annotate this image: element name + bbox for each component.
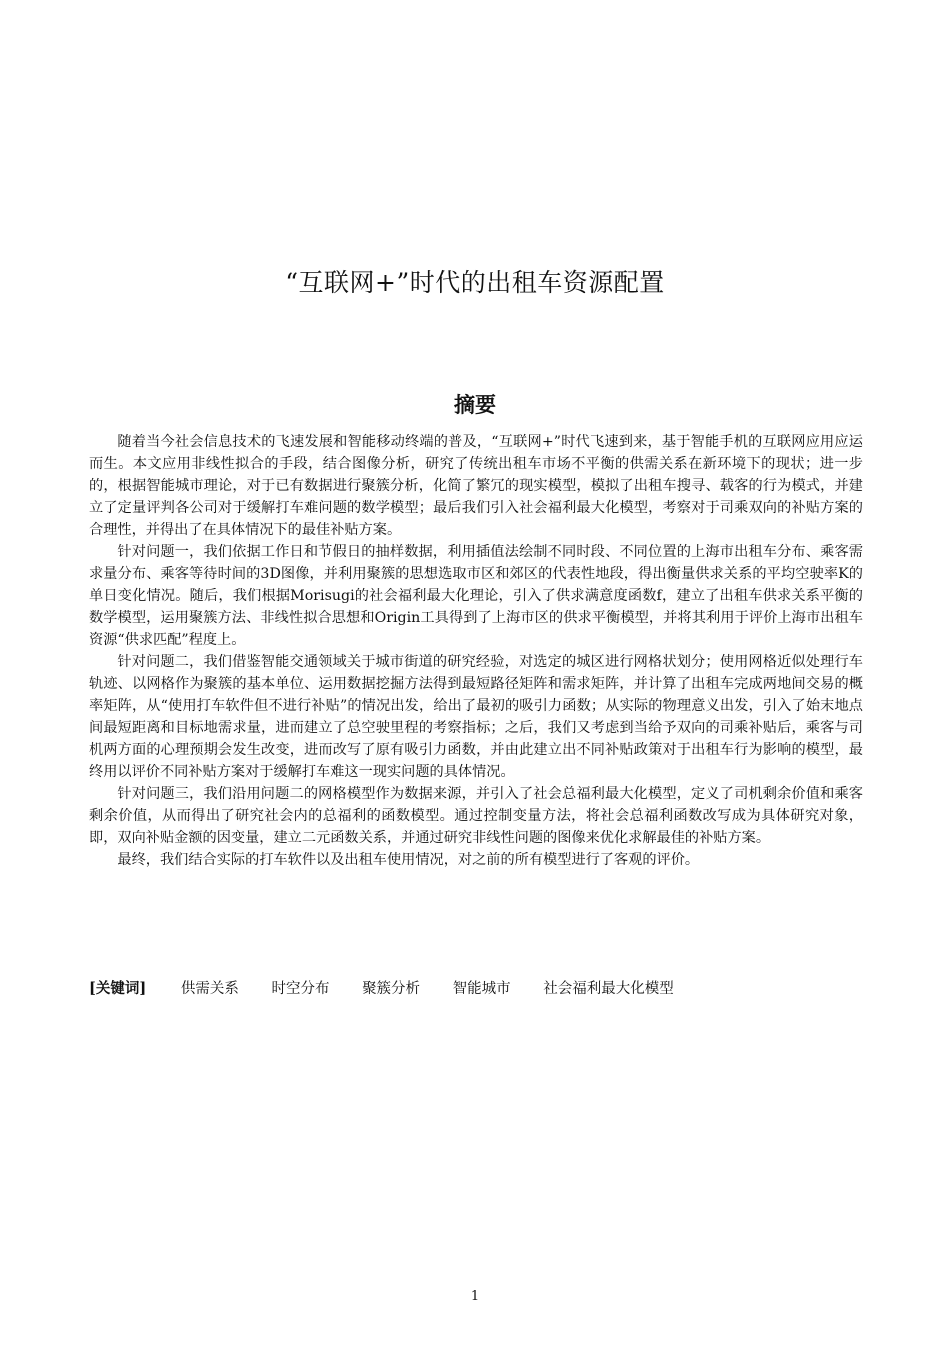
- page-number: 1: [470, 1289, 480, 1304]
- abstract-heading: 摘要: [454, 392, 496, 417]
- abstract-paragraph-4: 针对问题三，我们沿用问题二的网格模型作为数据来源，并引入了社会总福利最大化模型，定义了司机剩余价值和乘客剩余价值，从而得出了研究社会内的总福利的函数模型。通过控制变量方法，将社会总福利函数改写成为具体研究对象，即，双向补贴金额的因变量，建立二元函数关系，并通过研究非线性问题的图像来优化求解最佳的补贴方案。: [89, 786, 863, 846]
- keyword-item: 时空分布: [271, 981, 330, 997]
- keyword-item: 智能城市: [452, 981, 511, 997]
- abstract-paragraph-2: 针对问题一，我们依据工作日和节假日的抽样数据，利用插值法绘制不同时段、不同位置的上海市出租车分布、乘客需求量分布、乘客等待时间的3D图像，并利用聚簇的思想选取市区和郊区的代表性地段，得出衡量供求关系的平均空驶率K的单日变化情况。随后，我们根据Morisugi的社会福利最大化理论，引入了供求满意度函数f，建立了出租车供求关系平衡的数学模型，运用聚簇方法、非线性拟合思想和Origin工具得到了上海市区的供求平衡模型，并将其利用于评价上海市出租车资源“供求匹配”程度上。: [89, 544, 863, 648]
- keyword-item: 供需关系: [180, 981, 239, 997]
- keyword-item: 社会福利最大化模型: [543, 981, 674, 997]
- abstract-paragraph-1: 随着当今社会信息技术的飞速发展和智能移动终端的普及，“互联网+”时代飞速到来，基于智能手机的互联网应用应运而生。本文应用非线性拟合的手段，结合图像分析，研究了传统出租车市场不平衡的供需关系在新环境下的现状；进一步的，根据智能城市理论，对于已有数据进行聚簇分析，化简了繁冗的现实模型，模拟了出租车搜寻、载客的行为模式，并建立了定量评判各公司对于缓解打车难问题的数学模型；最后我们引入社会福利最大化模型，考察对于司乘双向的补贴方案的合理性，并得出了在具体情况下的最佳补贴方案。: [89, 434, 863, 538]
- keywords-line: [89, 978, 863, 1000]
- abstract-paragraph-5: 最终，我们结合实际的打车软件以及出租车使用情况，对之前的所有模型进行了客观的评价。: [117, 852, 700, 868]
- keywords-label: [关键词]: [89, 980, 147, 997]
- paper-title: “互联网+”时代的出租车资源配置: [285, 268, 665, 297]
- abstract-body: [89, 431, 863, 871]
- abstract-paragraph-3: 针对问题二，我们借鉴智能交通领域关于城市街道的研究经验，对选定的城区进行网格状划分；使用网格近似处理行车轨迹、以网格作为聚簇的基本单位、运用数据挖掘方法得到最短路径矩阵和需求矩阵，并计算了出租车完成两地间交易的概率矩阵，从“使用打车软件但不进行补贴”的情况出发，给出了最初的吸引力函数；从实际的物理意义出发，引入了始末地点间最短距离和目标地需求量，进而建立了总空驶里程的考察指标；之后，我们又考虑到当给予双向的司乘补贴后，乘客与司机两方面的心理预期会发生改变，进而改写了原有吸引力函数，并由此建立出不同补贴政策对于出租车行为影响的模型，最终用以评价不同补贴方案对于缓解打车难这一现实问题的具体情况。: [89, 654, 863, 780]
- keyword-item: 聚簇分析: [362, 981, 421, 997]
